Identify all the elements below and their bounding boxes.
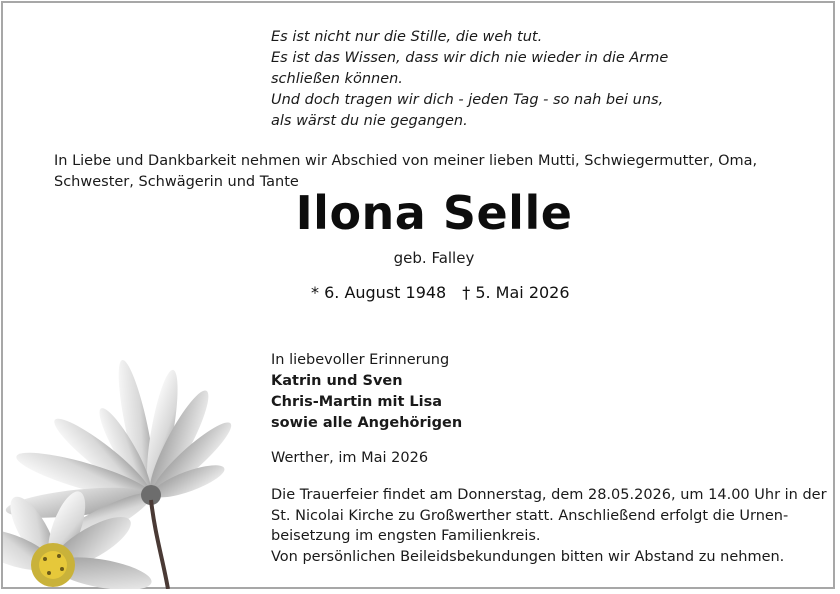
poem-line: Es ist das Wissen, dass wir dich nie wieder in die Arme <box>271 50 669 66</box>
mourner-name: sowie alle Angehörigen <box>271 415 463 431</box>
birth-date: * 6. August 1948 <box>311 283 447 302</box>
life-dates <box>311 283 570 302</box>
mourner-name: Katrin und Sven <box>271 373 403 389</box>
poem-line: Und doch tragen wir dich - jeden Tag - so nah bei uns, <box>271 92 664 108</box>
funeral-info <box>271 485 827 567</box>
memory-block <box>271 350 462 434</box>
poem-line: als wärst du nie gegangen. <box>271 113 468 129</box>
flower-image <box>3 335 263 589</box>
poem <box>271 27 668 132</box>
mourner-name: Chris-Martin mit Lisa <box>271 394 443 410</box>
funeral-line: beisetzung im engsten Familienkreis. <box>271 528 541 544</box>
death-date: † 5. Mai 2026 <box>462 283 570 302</box>
born-name: geb. Falley <box>393 249 475 267</box>
memory-heading: In liebevoller Erinnerung <box>271 352 450 368</box>
deceased-name: Ilona Selle <box>295 186 573 240</box>
place-date: Werther, im Mai 2026 <box>271 450 429 466</box>
funeral-line: Von persönlichen Beileidsbekundungen bitten wir Abstand zu nehmen. <box>271 548 785 565</box>
poem-line: Es ist nicht nur die Stille, die weh tut. <box>271 29 543 45</box>
poem-line: schließen können. <box>271 71 403 87</box>
intro-text: In Liebe und Dankbarkeit nehmen wir Abschied von meiner lieben Mutti, Schwiegermutter, Oma, Schwester, Schwägerin und Tante <box>54 153 758 190</box>
funeral-line: St. Nicolai Kirche zu Großwerther statt. Anschließend erfolgt die Urnen- <box>271 507 789 524</box>
funeral-line: Die Trauerfeier findet am Donnerstag, dem 28.05.2026, um 14.00 Uhr in der <box>271 487 827 503</box>
